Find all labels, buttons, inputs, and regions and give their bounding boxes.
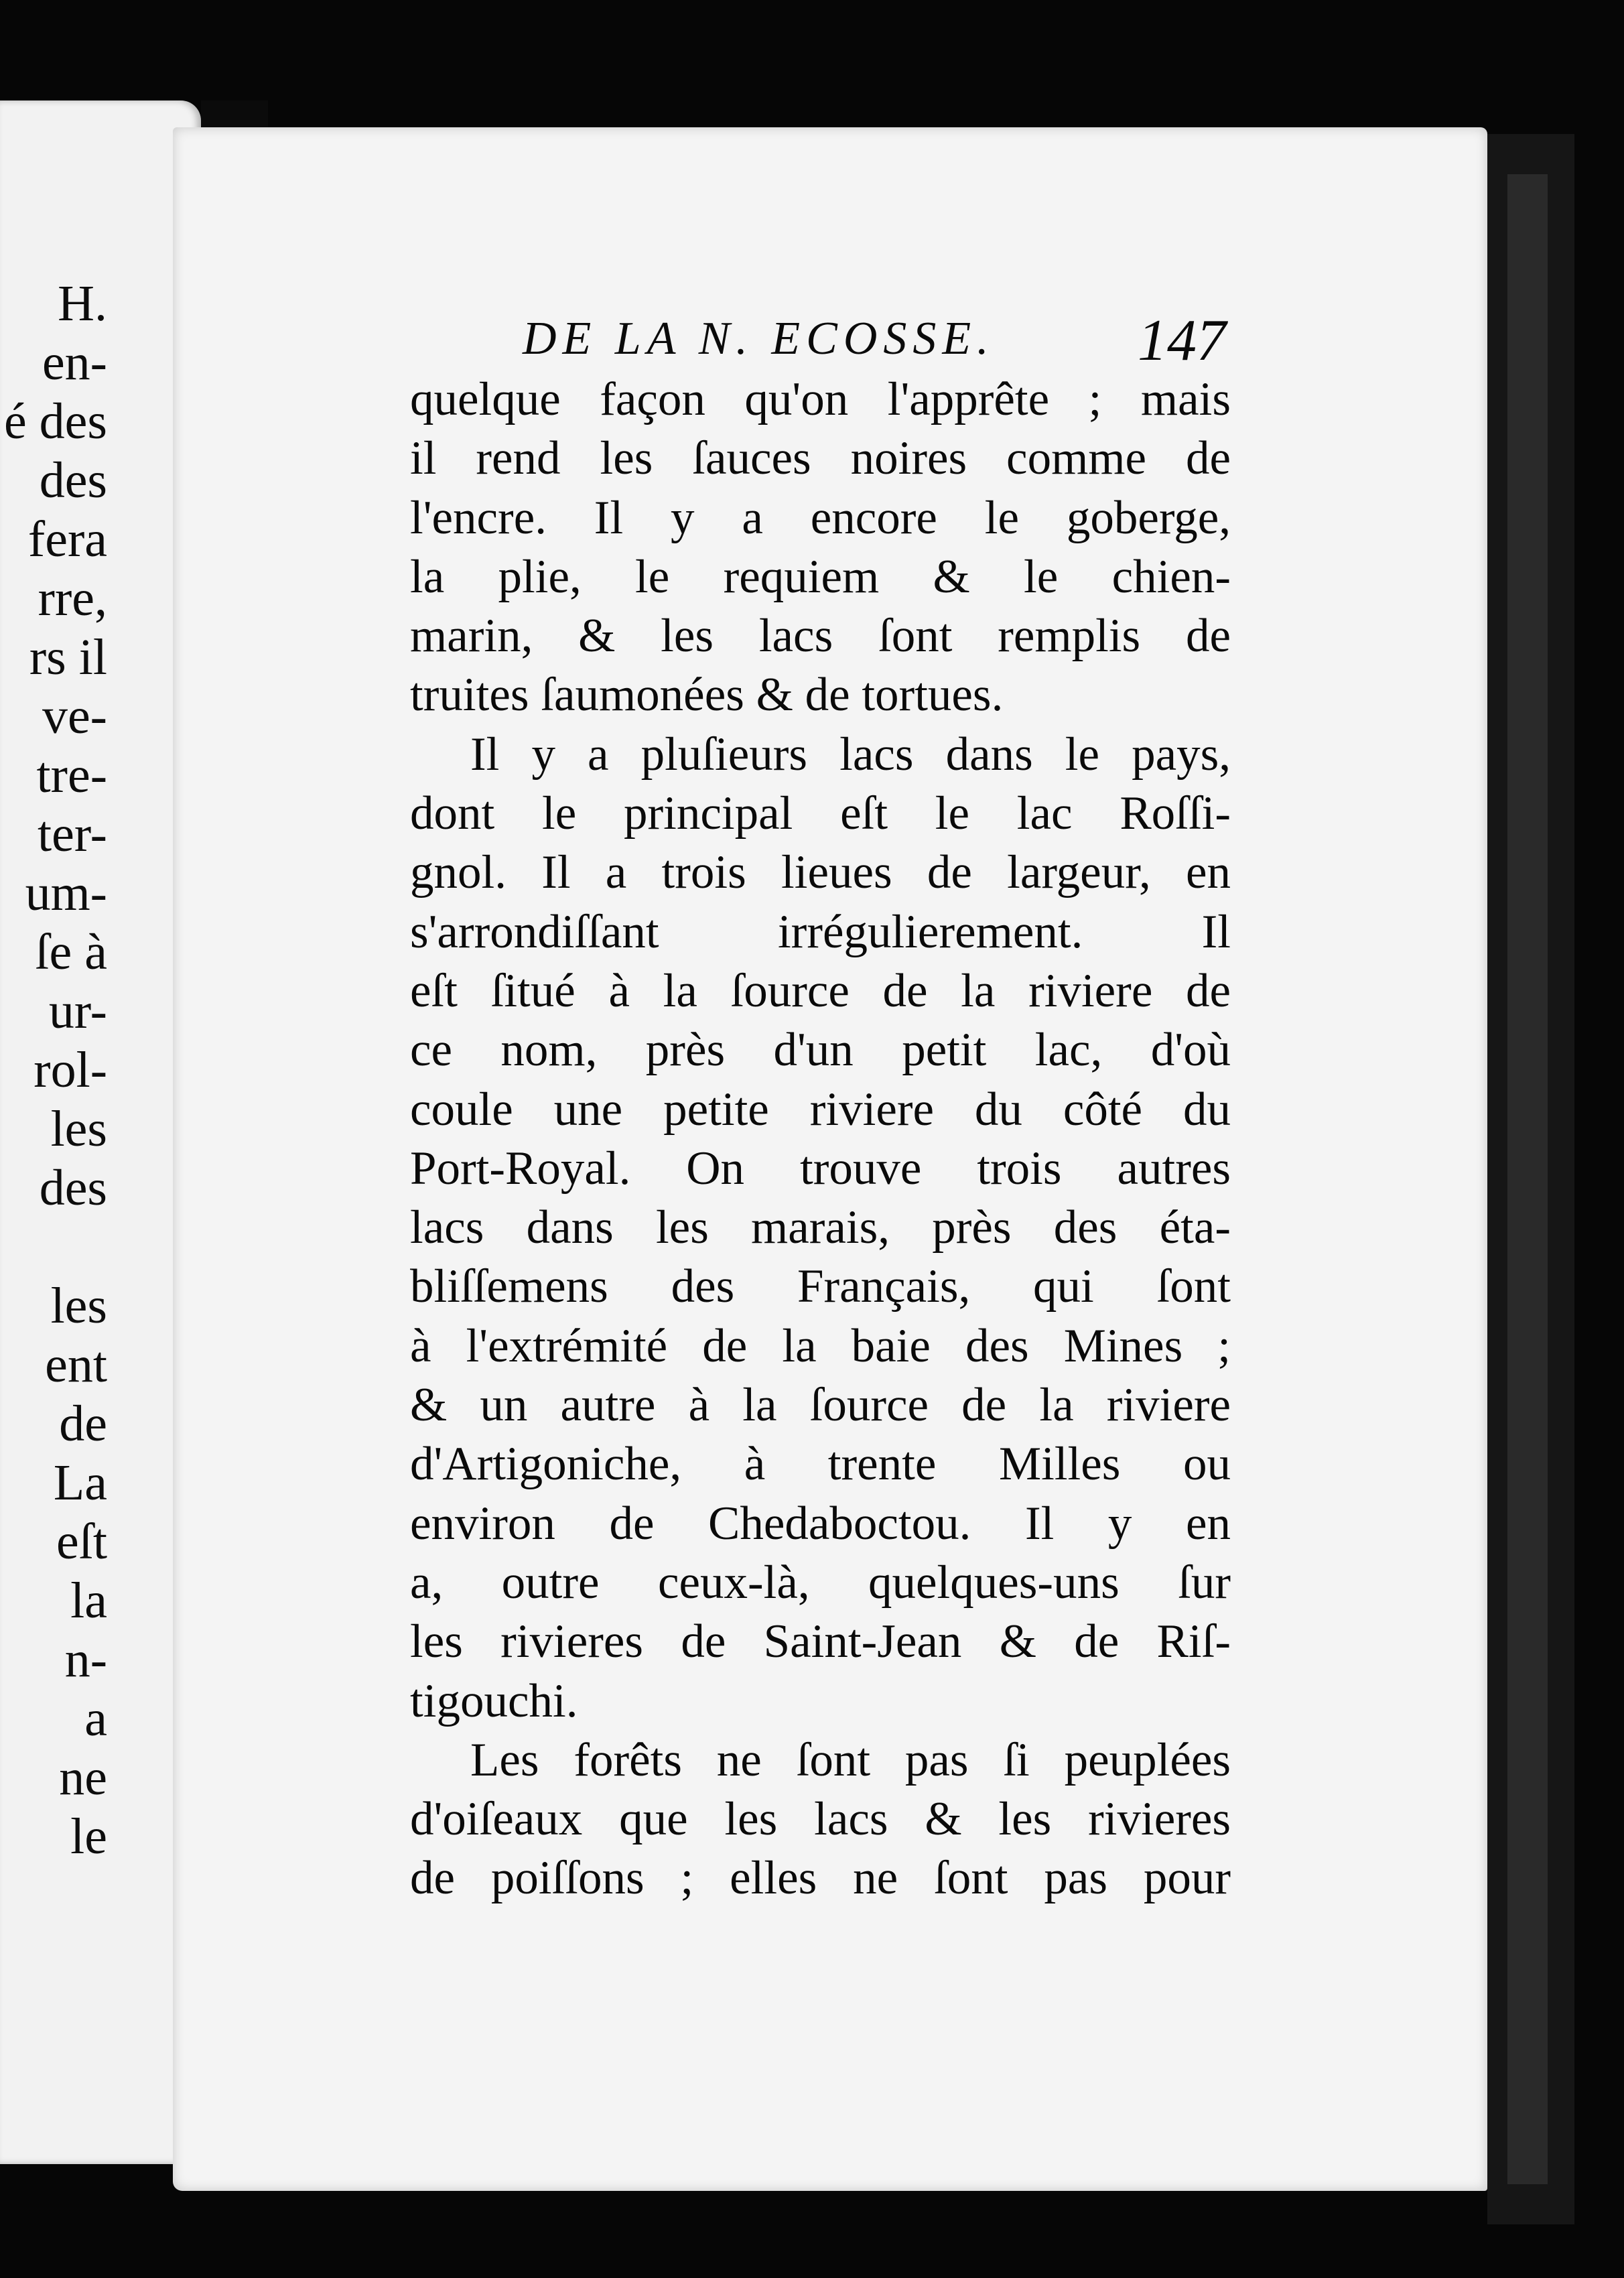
previous-page-line: ne [59,1749,107,1806]
text-line: il rend les ſauces noires comme de [410,432,1231,485]
previous-page-line: des [39,1160,107,1216]
text-line: Il y a pluſieurs lacs dans le pays, [470,728,1231,781]
previous-page-line: ur- [48,983,107,1039]
previous-page-line: les [50,1101,107,1157]
text-line: truites ſaumonées & de tortues. [410,669,1004,722]
page-number: 147 [1138,308,1226,373]
previous-page-line: H. [58,275,107,332]
previous-page-line: tre- [36,747,107,803]
text-line: ce nom, près d'un petit lac, d'où [410,1024,1231,1077]
previous-page-line: é des [3,393,107,450]
previous-page-line: des [39,452,107,509]
text-line: d'Artigoniche, à trente Milles ou [410,1438,1231,1491]
text-line: la plie, le requiem & le chien- [410,550,1231,603]
text-line: eſt ſitué à la ſource de la riviere de [410,964,1231,1017]
previous-page-line: ſe à [35,924,107,980]
previous-page-line: eſt [56,1514,107,1570]
text-line: a, outre ceux-là, quelques-uns ſur [410,1556,1231,1609]
text-line: à l'extrémité de la baie des Mines ; [410,1319,1231,1372]
text-line: d'oiſeaux que les lacs & les rivieres [410,1793,1231,1846]
previous-page-line: la [70,1572,107,1629]
previous-page-line: n- [64,1631,107,1688]
previous-page-line: fera [27,511,107,567]
text-line: marin, & les lacs ſont remplis de [410,610,1231,663]
text-line: les rivieres de Saint-Jean & de Riſ- [410,1615,1231,1668]
text-line: gnol. Il a trois lieues de largeur, en [410,846,1231,899]
body-text [410,370,1231,1908]
text-line: quelque façon qu'on l'apprête ; mais [410,373,1231,425]
previous-page-line: um- [25,865,107,921]
text-line: & un autre à la ſource de la riviere [410,1379,1231,1432]
previous-page-line: rol- [33,1042,107,1098]
text-line: s'arrondiſſant irrégulierement. Il [410,905,1231,958]
previous-page-line: rs il [29,629,107,685]
text-line: Les forêts ne ſont pas ſi peuplées [470,1733,1231,1786]
previous-page-line: de [59,1396,107,1452]
previous-page-line: La [53,1455,107,1511]
previous-page-line: le [70,1808,107,1865]
running-head [523,307,1226,373]
previous-page-line: ent [45,1337,107,1393]
text-line: Port-Royal. On trouve trois autres [410,1142,1231,1195]
text-line: dont le principal eſt le lac Roſſi- [410,787,1231,840]
text-line: lacs dans les marais, près des éta- [410,1201,1231,1254]
text-line: bliſſemens des Français, qui ſont [410,1260,1231,1313]
book-cover-edge [1507,174,1548,2184]
text-line: de poiſſons ; elles ne ſont pas pour [410,1852,1231,1905]
text-line: l'encre. Il y a encore le goberge, [410,491,1231,544]
text-line: coule une petite riviere du côté du [410,1083,1231,1136]
text-line: environ de Chedaboctou. Il y en [410,1497,1231,1550]
previous-page-line: ve- [42,688,107,744]
previous-page-line: rre, [38,570,107,626]
previous-page-line: les [50,1278,107,1334]
previous-page-line: ter- [38,806,107,862]
text-line: tigouchi. [410,1674,578,1727]
previous-page-line: en- [42,334,107,391]
running-title: DE LA N. ECOSSE. [523,313,995,364]
previous-page-line: a [84,1690,107,1747]
